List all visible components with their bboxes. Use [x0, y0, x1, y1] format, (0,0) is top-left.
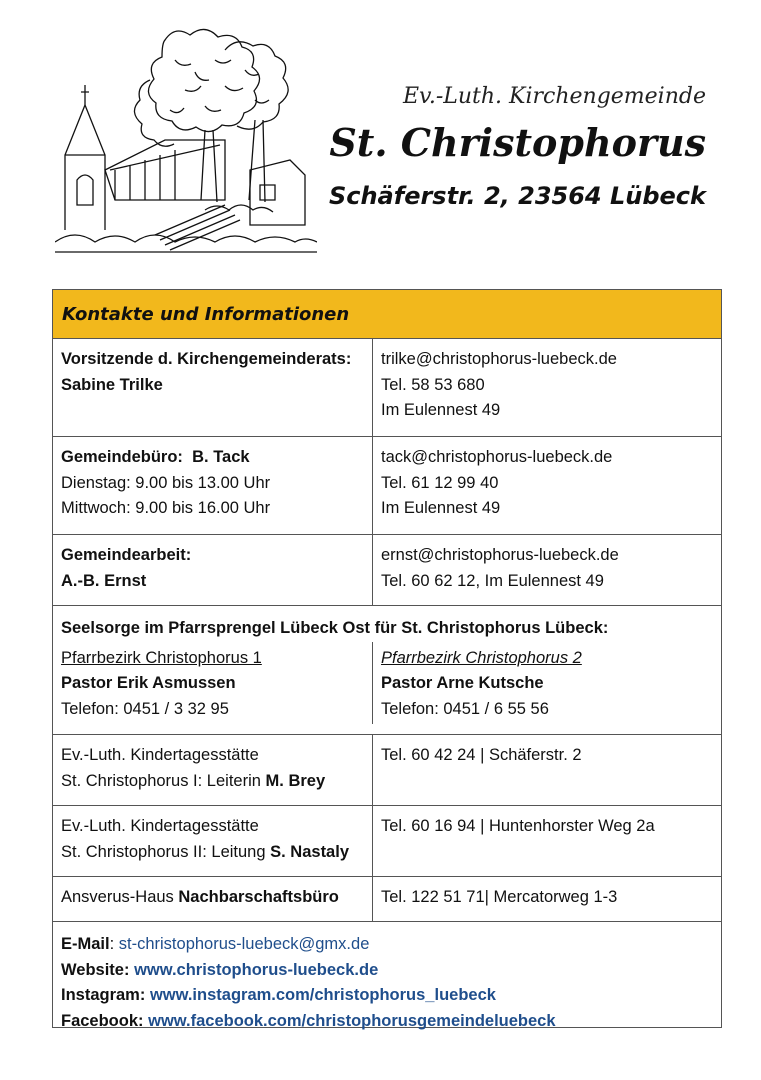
- online-website: [61, 958, 721, 984]
- pastoral-heading: Seelsorge im Pfarrsprengel Lübeck Ost für St. Christophorus Lübeck:: [61, 619, 609, 637]
- table-row-council: [53, 339, 721, 437]
- kita1-leader: M. Brey: [265, 771, 326, 790]
- table-row-kita2: [53, 806, 721, 877]
- online-email: E-Mail: st-christophorus-luebeck@gmx.de: [61, 935, 370, 953]
- parish-address: Schäferstr. 2, 23564 Lübeck: [328, 182, 706, 210]
- council-phone: Tel. 58 53 680: [381, 375, 485, 394]
- office-phone: Tel. 61 12 99 40: [381, 473, 499, 492]
- table-row-ansverus: [53, 877, 721, 922]
- kita1-line2-prefix: St. Christophorus I: Leiterin: [61, 771, 261, 790]
- kita1-line1: Ev.-Luth. Kindertagesstätte: [61, 746, 259, 764]
- district2-pastor: Pastor Arne Kutsche: [381, 674, 544, 692]
- table-row-community: [53, 535, 721, 606]
- district1-pastor: Pastor Erik Asmussen: [61, 674, 236, 692]
- parish-subtitle: Ev.-Luth. Kirchengemeinde: [402, 84, 706, 109]
- online-instagram: [61, 983, 721, 1009]
- kita2-line2-prefix: St. Christophorus II: Leitung: [61, 842, 266, 861]
- council-role: Vorsitzende d. Kirchengemeinderats:: [61, 350, 352, 368]
- community-name: A.-B. Ernst: [61, 571, 147, 590]
- contacts-banner: Kontakte und Informationen: [53, 290, 721, 339]
- council-email[interactable]: trilke@christophorus-luebeck.de: [381, 350, 617, 368]
- district2-label: Pfarrbezirk Christophorus 2: [381, 648, 582, 667]
- community-phone-address: Tel. 60 62 12, Im Eulennest 49: [381, 571, 604, 590]
- council-address: Im Eulennest 49: [381, 401, 501, 419]
- council-name: Sabine Trilke: [61, 375, 163, 394]
- email-label: E-Mail: [61, 935, 110, 953]
- instagram-link[interactable]: www.instagram.com/christophorus_luebeck: [149, 986, 496, 1004]
- community-email[interactable]: ernst@christophorus-luebeck.de: [381, 546, 619, 564]
- district2-phone: Telefon: 0451 / 6 55 56: [381, 699, 549, 718]
- contacts-table: [52, 289, 722, 1028]
- website-link[interactable]: www.christophorus-luebeck.de: [134, 960, 379, 979]
- office-address: Im Eulennest 49: [381, 499, 501, 517]
- kita1-contact: Tel. 60 42 24 | Schäferstr. 2: [381, 746, 582, 764]
- office-hours-wednesday: Mittwoch: 9.00 bis 16.00 Uhr: [61, 499, 271, 517]
- table-row-kita1: [53, 735, 721, 806]
- district1-label: Pfarrbezirk Christophorus 1: [61, 648, 262, 667]
- office-email[interactable]: tack@christophorus-luebeck.de: [381, 448, 613, 466]
- kita2-leader: S. Nastaly: [270, 842, 349, 861]
- ansverus-name: Nachbarschaftsbüro: [178, 888, 339, 906]
- office-hours-tuesday: Dienstag: 9.00 bis 13.00 Uhr: [61, 473, 271, 492]
- facebook-label: Facebook:: [61, 1011, 144, 1030]
- table-row-online: [53, 922, 721, 1030]
- community-role: Gemeindearbeit:: [61, 546, 192, 564]
- ansverus-prefix: Ansverus-Haus: [61, 888, 174, 906]
- district1-phone: Telefon: 0451 / 3 32 95: [61, 699, 229, 718]
- office-role-name: B. Tack: [192, 448, 250, 466]
- table-row-pastoral: [53, 606, 721, 735]
- parish-title: St. Christophorus: [329, 120, 706, 165]
- facebook-link[interactable]: www.facebook.com/christophorusgemeindeluebeck: [148, 1011, 556, 1030]
- table-row-office: [53, 437, 721, 535]
- email-link[interactable]: st-christophorus-luebeck@gmx.de: [118, 935, 370, 953]
- kita2-line2: [61, 840, 372, 866]
- church-with-trees-illustration: [55, 20, 317, 258]
- ansverus-contact: Tel. 122 51 71| Mercatorweg 1-3: [381, 888, 618, 906]
- ansverus-label: [61, 885, 372, 911]
- kita2-line1: Ev.-Luth. Kindertagesstätte: [61, 817, 259, 835]
- website-label: Website:: [61, 960, 130, 979]
- instagram-label: Instagram:: [61, 986, 146, 1004]
- online-facebook: [61, 1009, 721, 1035]
- kita1-line2: [61, 769, 372, 795]
- kita2-contact: Tel. 60 16 94 | Huntenhorster Weg 2a: [381, 817, 655, 835]
- office-role-label: Gemeindebüro:: [61, 448, 183, 466]
- office-role: [61, 445, 372, 471]
